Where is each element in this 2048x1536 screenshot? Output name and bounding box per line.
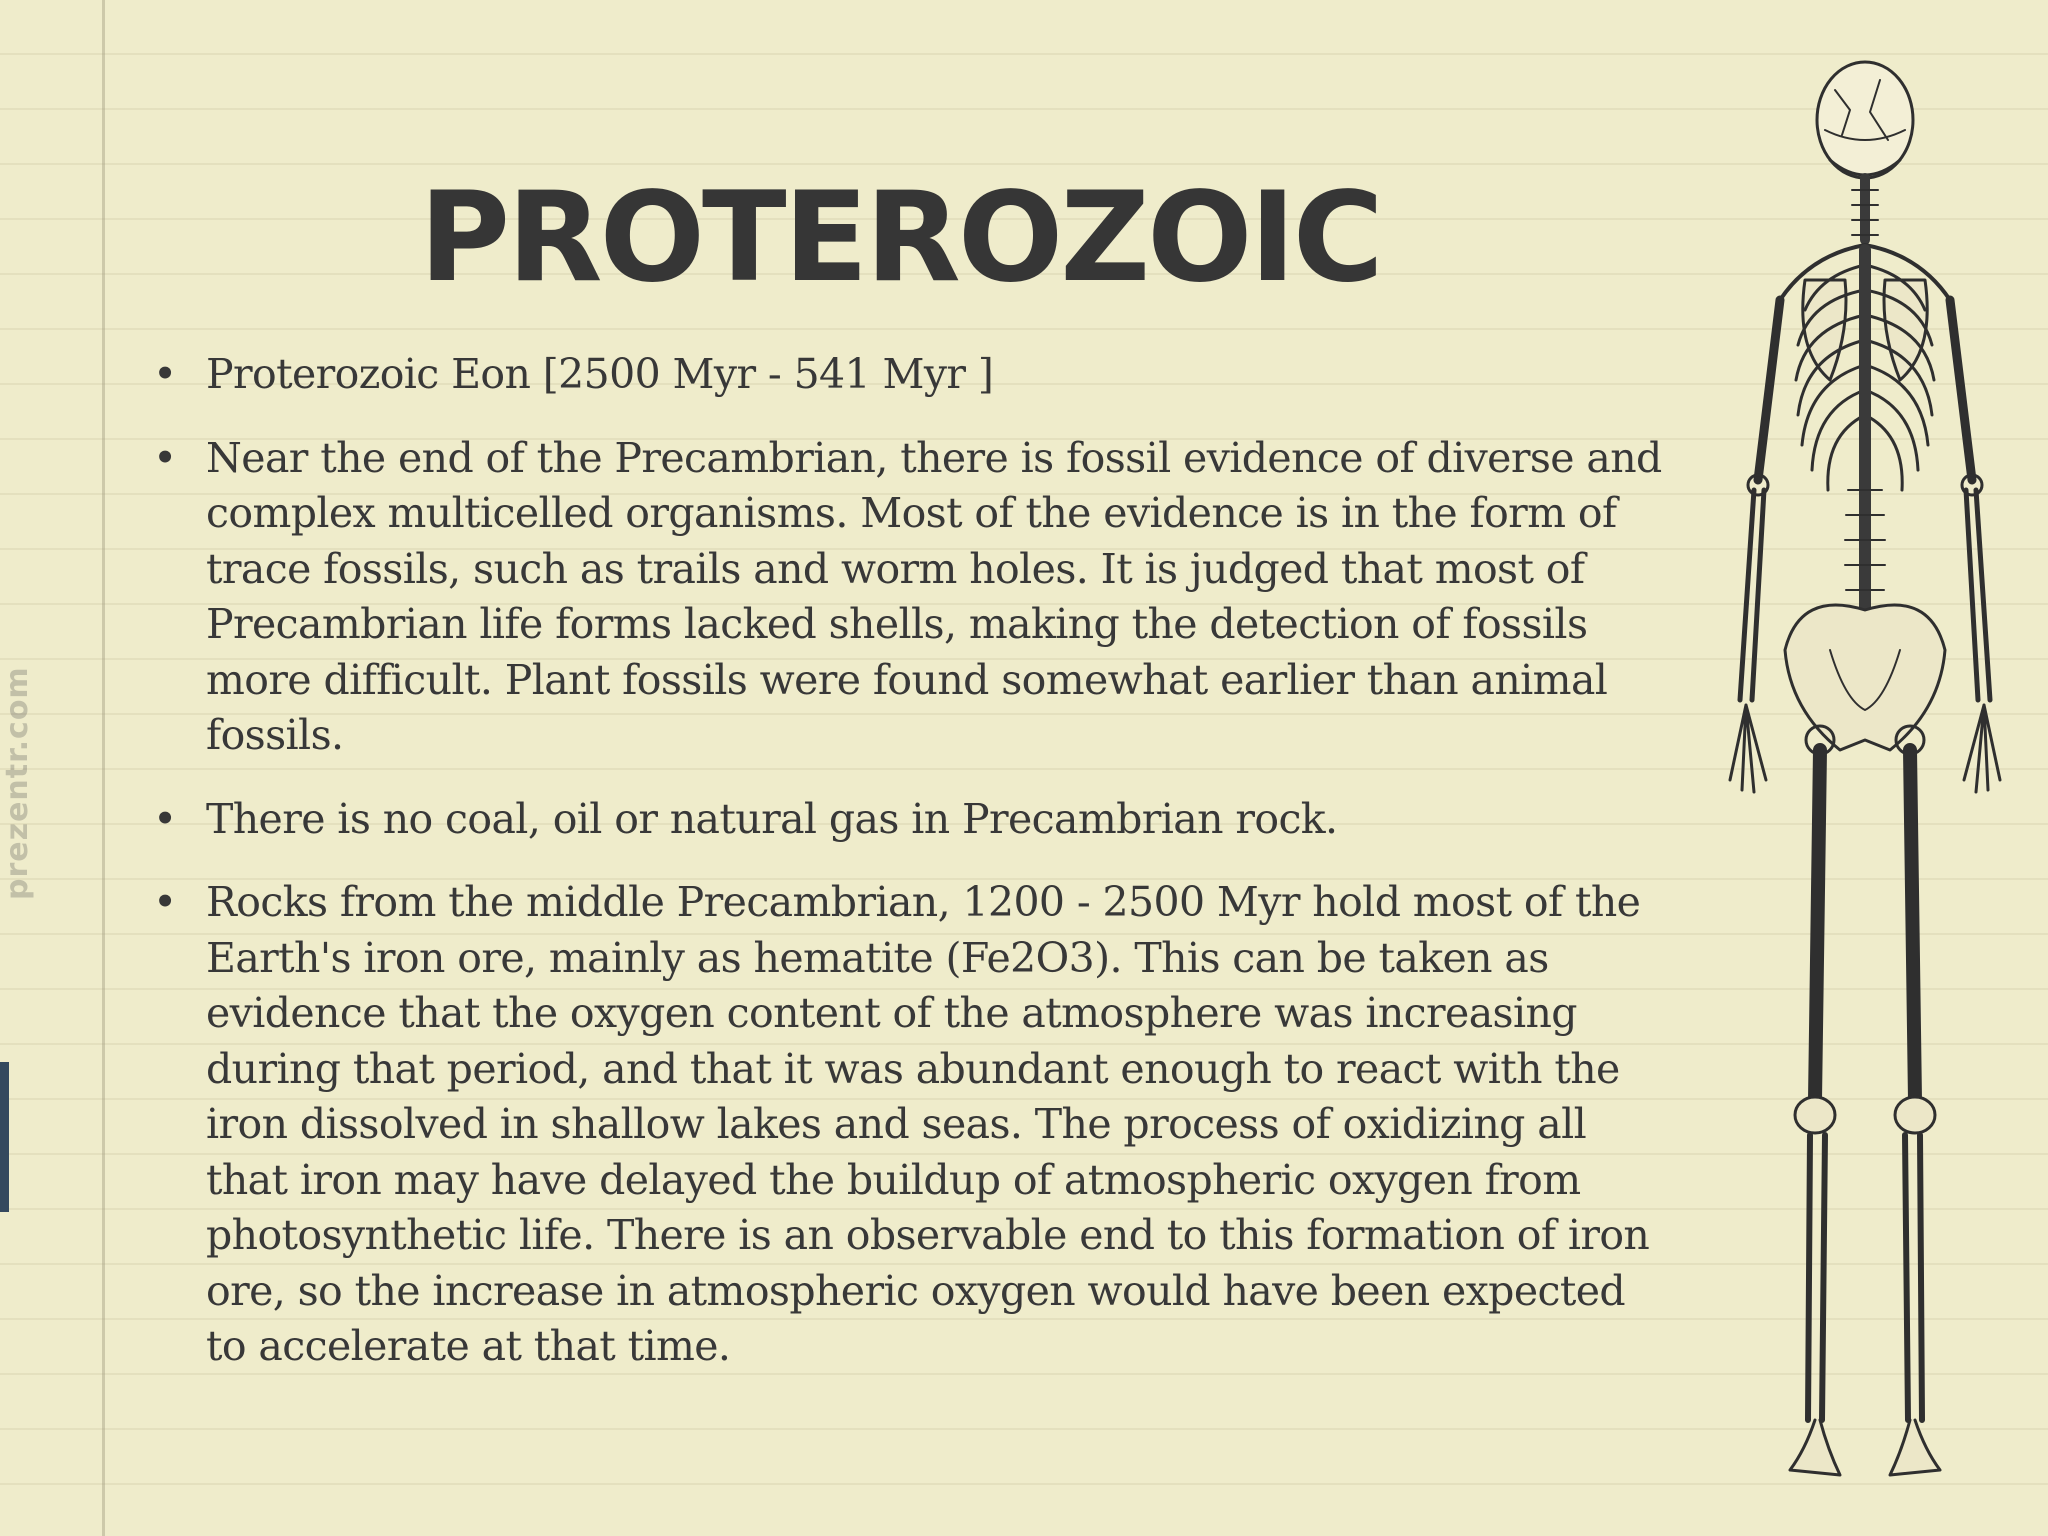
bullet-item [150,431,1670,764]
bullet-marker: • [153,878,177,926]
bullet-text: Rocks from the middle Precambrian, 1200 - 2500 Myr hold most of the Earth's iron ore, mainly as hematite (Fe2O3). This can be taken as evidence that the oxygen content of the atmosphere was increasing during that period, and that it was abundant enough to react with the iron dissolved in shallow lakes and seas. The process of oxidizing all that iron may have delayed the buildup of atmospheric oxygen from photosynthetic life. There is an observable end to this formation of iron ore, so the increase in atmospheric oxygen would have been expected to accelerate at that time. [206,878,1650,1370]
bullet-text: Proterozoic Eon [2500 Myr - 541 Myr ] [206,350,994,398]
bullet-marker: • [153,794,177,843]
page-title: PROTEROZOIC [419,166,1381,310]
bullet-item [150,875,1670,1375]
bullet-marker: • [153,350,177,398]
accent-bar [0,1062,9,1212]
bullet-text: There is no coal, oil or natural gas in Precambrian rock. [206,794,1338,843]
notebook-margin-line [102,0,105,1536]
skeleton-illustration [1710,50,2020,1490]
bullet-item [150,347,1670,403]
bullet-item [150,792,1670,848]
bullet-list [150,347,1670,1403]
bullet-marker: • [153,433,177,482]
bullet-text: Near the end of the Precambrian, there is fossil evidence of diverse and complex multicelled organisms. Most of the evidence is in the form of trace fossils, such as trails and worm holes. It is judged that most of Precambrian life forms lacked shells, making the detection of fossils more difficult. Plant fossils were found somewhat earlier than animal fossils. [206,433,1662,759]
watermark: prezentr.com [0,666,35,900]
